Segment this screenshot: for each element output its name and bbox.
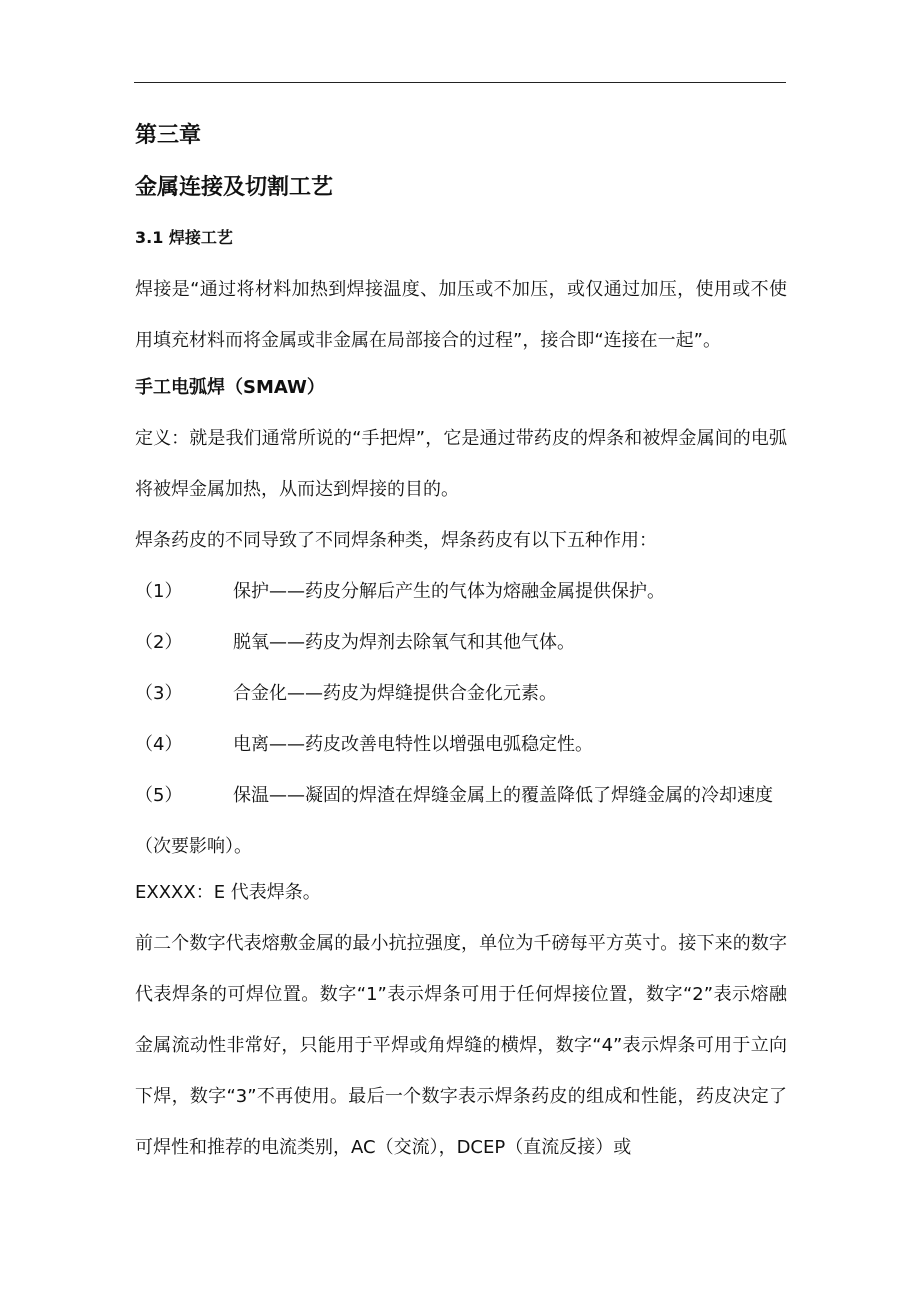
welding-definition-paragraph: 焊接是“通过将材料加热到焊接温度、加压或不加压，或仅通过加压，使用或不使用填充材料而将金属或非金属在局部接合的过程”，接合即“连接在一起”。 [135, 279, 787, 351]
list-item-number: （4） [135, 734, 183, 755]
list-item-text: 保护——药皮分解后产生的气体为熔融金属提供保护。 [233, 581, 665, 602]
smaw-heading: 手工电弧焊（SMAW） [135, 377, 325, 398]
chapter-title: 金属连接及切割工艺 [135, 175, 334, 200]
list-item-text: 脱氧——药皮为焊剂去除氧气和其他气体。 [233, 632, 575, 653]
coating-intro-paragraph: 焊条药皮的不同导致了不同焊条种类，焊条药皮有以下五种作用： [135, 530, 657, 551]
list-item-number: （1） [135, 581, 183, 602]
list-item [135, 617, 787, 668]
section-title: 3.1 焊接工艺 [135, 228, 233, 247]
list-item-text: 合金化——药皮为焊缝提供合金化元素。 [233, 683, 557, 704]
list-item [135, 719, 787, 770]
digits-explanation-paragraph: 前二个数字代表熔敷金属的最小抗拉强度，单位为千磅每平方英寸。接下来的数字代表焊条的可焊位置。数字“1”表示焊条可用于任何焊接位置，数字“2”表示熔融金属流动性非常好，只能用于平焊或角焊缝的横焊，数字“4”表示焊条可用于立向下焊，数字“3”不再使用。最后一个数字表示焊条药皮的组成和性能，药皮决定了可焊性和推荐的电流类别，AC（交流），DCEP（直流反接）或 [135, 933, 787, 1158]
list-item-number: （5） [135, 785, 183, 806]
chapter-number: 第三章 [135, 123, 202, 148]
exxxx-paragraph: EXXXX：E 代表焊条。 [135, 882, 321, 903]
list-item [135, 566, 787, 617]
list-item-number: （3） [135, 683, 183, 704]
list-item-text: 保温——凝固的焊渣在焊缝金属上的覆盖降低了焊缝金属的冷却速度（次要影响）。 [135, 785, 773, 857]
smaw-definition-paragraph: 定义：就是我们通常所说的“手把焊”，它是通过带药皮的焊条和被焊金属间的电弧将被焊金属加热，从而达到焊接的目的。 [135, 428, 787, 500]
header-rule [134, 82, 786, 83]
list-item-text: 电离——药皮改善电特性以增强电弧稳定性。 [233, 734, 593, 755]
list-item-number: （2） [135, 632, 183, 653]
list-item [135, 668, 787, 719]
list-item [135, 770, 787, 872]
